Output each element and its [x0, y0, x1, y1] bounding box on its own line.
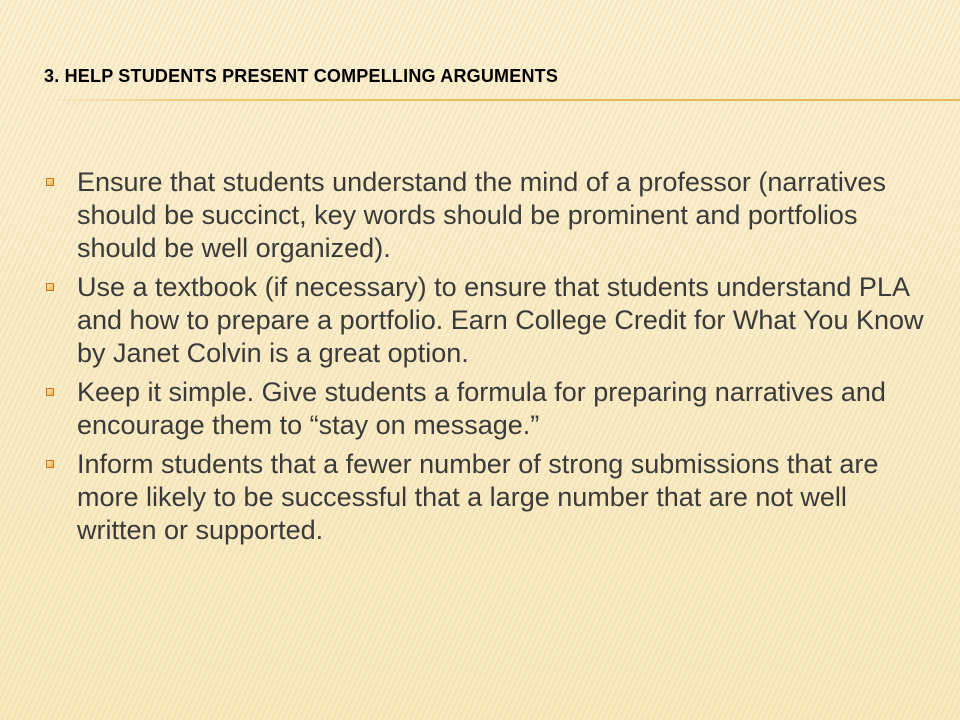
bullet-item [44, 376, 924, 442]
square-bullet-icon [46, 388, 54, 396]
square-bullet-icon [46, 178, 54, 186]
bullet-text: Use a textbook (if necessary) to ensure that students understand PLA and how to prepare a portfolio. Earn College Credit for What You Know by Janet Colvin is a great option. [77, 272, 924, 368]
square-bullet-icon [46, 283, 54, 291]
bullet-text: Inform students that a fewer number of strong submissions that are more likely to be successful that a large number that are not well written or supported. [77, 449, 879, 545]
bullet-list [44, 166, 924, 553]
bullet-item [44, 271, 924, 370]
square-bullet-icon [46, 460, 54, 468]
slide-title: 3. HELP STUDENTS PRESENT COMPELLING ARGUMENTS [44, 66, 559, 86]
bullet-text: Keep it simple. Give students a formula for preparing narratives and encourage them to “stay on message.” [77, 377, 886, 440]
bullet-item [44, 166, 924, 265]
title-divider [40, 99, 960, 101]
bullet-item [44, 448, 924, 547]
bullet-text: Ensure that students understand the mind of a professor (narratives should be succinct, key words should be prominent and portfolios should be well organized). [77, 167, 886, 263]
